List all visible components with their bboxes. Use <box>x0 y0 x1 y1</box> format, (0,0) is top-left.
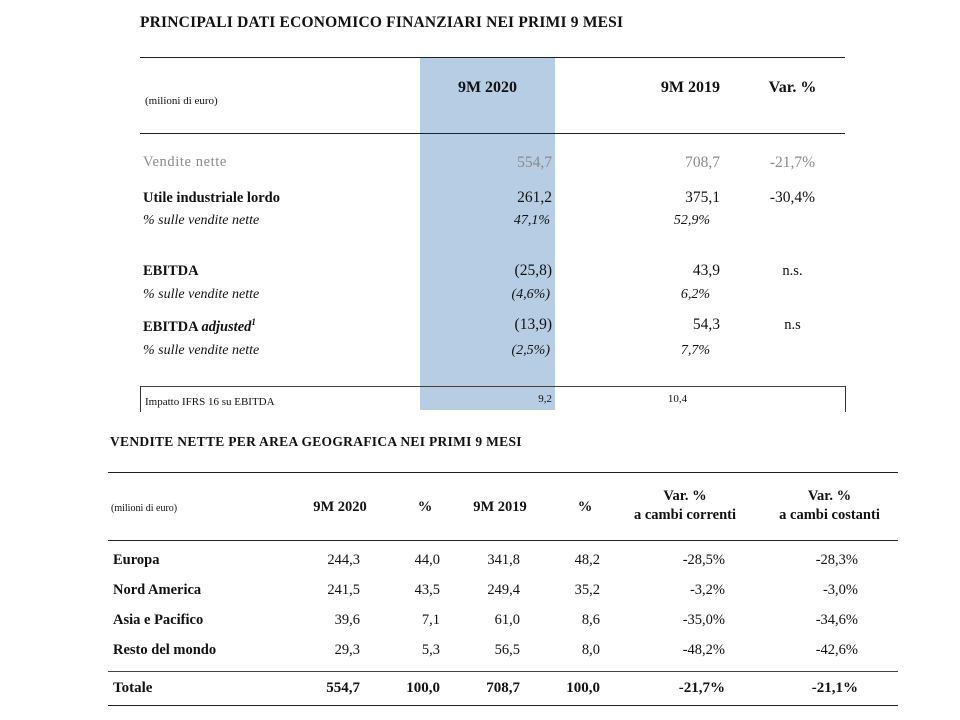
value-var: -21,7% <box>769 154 816 171</box>
value-2019: 341,8 <box>487 552 520 568</box>
table2-title: VENDITE NETTE PER AREA GEOGRAFICA NEI PRIMI 9 MESI <box>110 434 522 449</box>
value-2019: 61,0 <box>494 612 520 628</box>
value-2020: (4,6%) <box>511 287 550 302</box>
var-costanti: -34,6% <box>815 612 858 628</box>
pct-2019: 100,0 <box>566 680 600 696</box>
row-label: Asia e Pacifico <box>113 612 204 628</box>
table1-unit: (milioni di euro) <box>145 95 218 107</box>
table1-top-rule <box>140 57 845 58</box>
table1-bottom-rule <box>140 386 845 387</box>
table2-header-rule <box>108 540 898 541</box>
table2-bottom-rule <box>108 705 898 706</box>
pct-2020: 100,0 <box>406 680 440 696</box>
row-label: Vendite nette <box>143 154 227 170</box>
table2-header-var-correnti <box>620 487 750 525</box>
row-label: EBITDA <box>143 263 199 279</box>
table2-unit: (milioni di euro) <box>111 503 178 514</box>
row-label: Totale <box>113 680 153 696</box>
var-costanti: -21,1% <box>811 680 858 696</box>
var-correnti: -3,2% <box>689 582 725 598</box>
var-correnti: -21,7% <box>678 680 725 696</box>
pct-2020: 7,1 <box>421 612 440 628</box>
var-costanti: -3,0% <box>822 582 858 598</box>
header-line2: a cambi correnti <box>633 507 736 523</box>
var-correnti: -35,0% <box>682 612 725 628</box>
row-label: Resto del mondo <box>113 642 217 658</box>
value-2020: 261,2 <box>517 189 552 206</box>
table1-right-border <box>845 386 846 412</box>
row-label: Europa <box>113 552 160 568</box>
row-label: % sulle vendite nette <box>143 213 260 228</box>
value-2019: 54,3 <box>692 316 720 333</box>
row-label: Utile industriale lordo <box>143 190 280 206</box>
value-2020: 47,1% <box>513 213 550 228</box>
table1-title: PRINCIPALI DATI ECONOMICO FINANZIARI NEI PRIMI 9 MESI <box>140 14 624 31</box>
value-2020: 29,3 <box>334 642 360 658</box>
pct-2019: 48,2 <box>574 552 600 568</box>
value-2020: 9,2 <box>538 393 552 405</box>
table1-header-rule <box>140 133 845 134</box>
value-var: -30,4% <box>769 189 816 206</box>
row-label-main: EBITDA <box>143 318 198 335</box>
header-line2: a cambi costanti <box>779 507 880 523</box>
row-label: Nord America <box>113 582 202 598</box>
row-label: Impatto IFRS 16 su EBITDA <box>145 396 275 408</box>
pct-2019: 8,6 <box>581 612 600 628</box>
value-2020: (13,9) <box>514 316 552 333</box>
table2-top-rule <box>108 472 898 473</box>
value-2020: 244,3 <box>327 552 360 568</box>
value-2019: 7,7% <box>680 343 710 358</box>
value-2020: (25,8) <box>514 262 552 279</box>
value-2019: 6,2% <box>680 287 710 302</box>
pct-2020: 5,3 <box>421 642 440 658</box>
value-2020: 39,6 <box>334 612 360 628</box>
value-2020: (2,5%) <box>511 343 550 358</box>
footnote-marker: 1 <box>251 317 256 327</box>
var-correnti: -28,5% <box>682 552 725 568</box>
value-var: n.s <box>784 317 801 333</box>
value-2019: 43,9 <box>692 262 720 279</box>
value-2020: 241,5 <box>327 582 360 598</box>
table2-header-var-costanti <box>762 487 897 525</box>
table1-left-border <box>140 386 141 412</box>
value-2019: 249,4 <box>487 582 520 598</box>
table2-header-pct1: % <box>417 499 433 515</box>
value-2019: 52,9% <box>673 213 710 228</box>
table1-header-2019: 9M 2019 <box>660 79 720 96</box>
table1-header-var: Var. % <box>768 79 817 96</box>
value-2019: 708,7 <box>685 154 720 171</box>
pct-2019: 8,0 <box>581 642 600 658</box>
value-2019: 708,7 <box>486 680 520 696</box>
table2-header-2019: 9M 2019 <box>473 499 527 515</box>
table1-header-2020: 9M 2020 <box>457 79 518 96</box>
var-costanti: -42,6% <box>815 642 858 658</box>
value-2019: 56,5 <box>494 642 520 658</box>
header-line1: Var. % <box>807 488 852 504</box>
table2-header-2020: 9M 2020 <box>313 499 367 515</box>
row-label: % sulle vendite nette <box>143 343 260 358</box>
value-2019: 10,4 <box>667 393 688 405</box>
value-2019: 375,1 <box>685 189 720 206</box>
table2-header-pct2: % <box>577 499 593 515</box>
header-line1: Var. % <box>663 488 707 504</box>
pct-2020: 44,0 <box>414 552 440 568</box>
value-2020: 554,7 <box>517 154 552 171</box>
table2-total-rule <box>108 671 898 672</box>
var-correnti: -48,2% <box>682 642 725 658</box>
row-label <box>143 317 256 336</box>
row-label-italic: adjusted <box>201 318 252 335</box>
var-costanti: -28,3% <box>815 552 858 568</box>
pct-2020: 43,5 <box>414 582 440 598</box>
value-2020: 554,7 <box>326 680 360 696</box>
value-var: n.s. <box>782 263 803 279</box>
row-label: % sulle vendite nette <box>143 287 260 302</box>
pct-2019: 35,2 <box>574 582 600 598</box>
